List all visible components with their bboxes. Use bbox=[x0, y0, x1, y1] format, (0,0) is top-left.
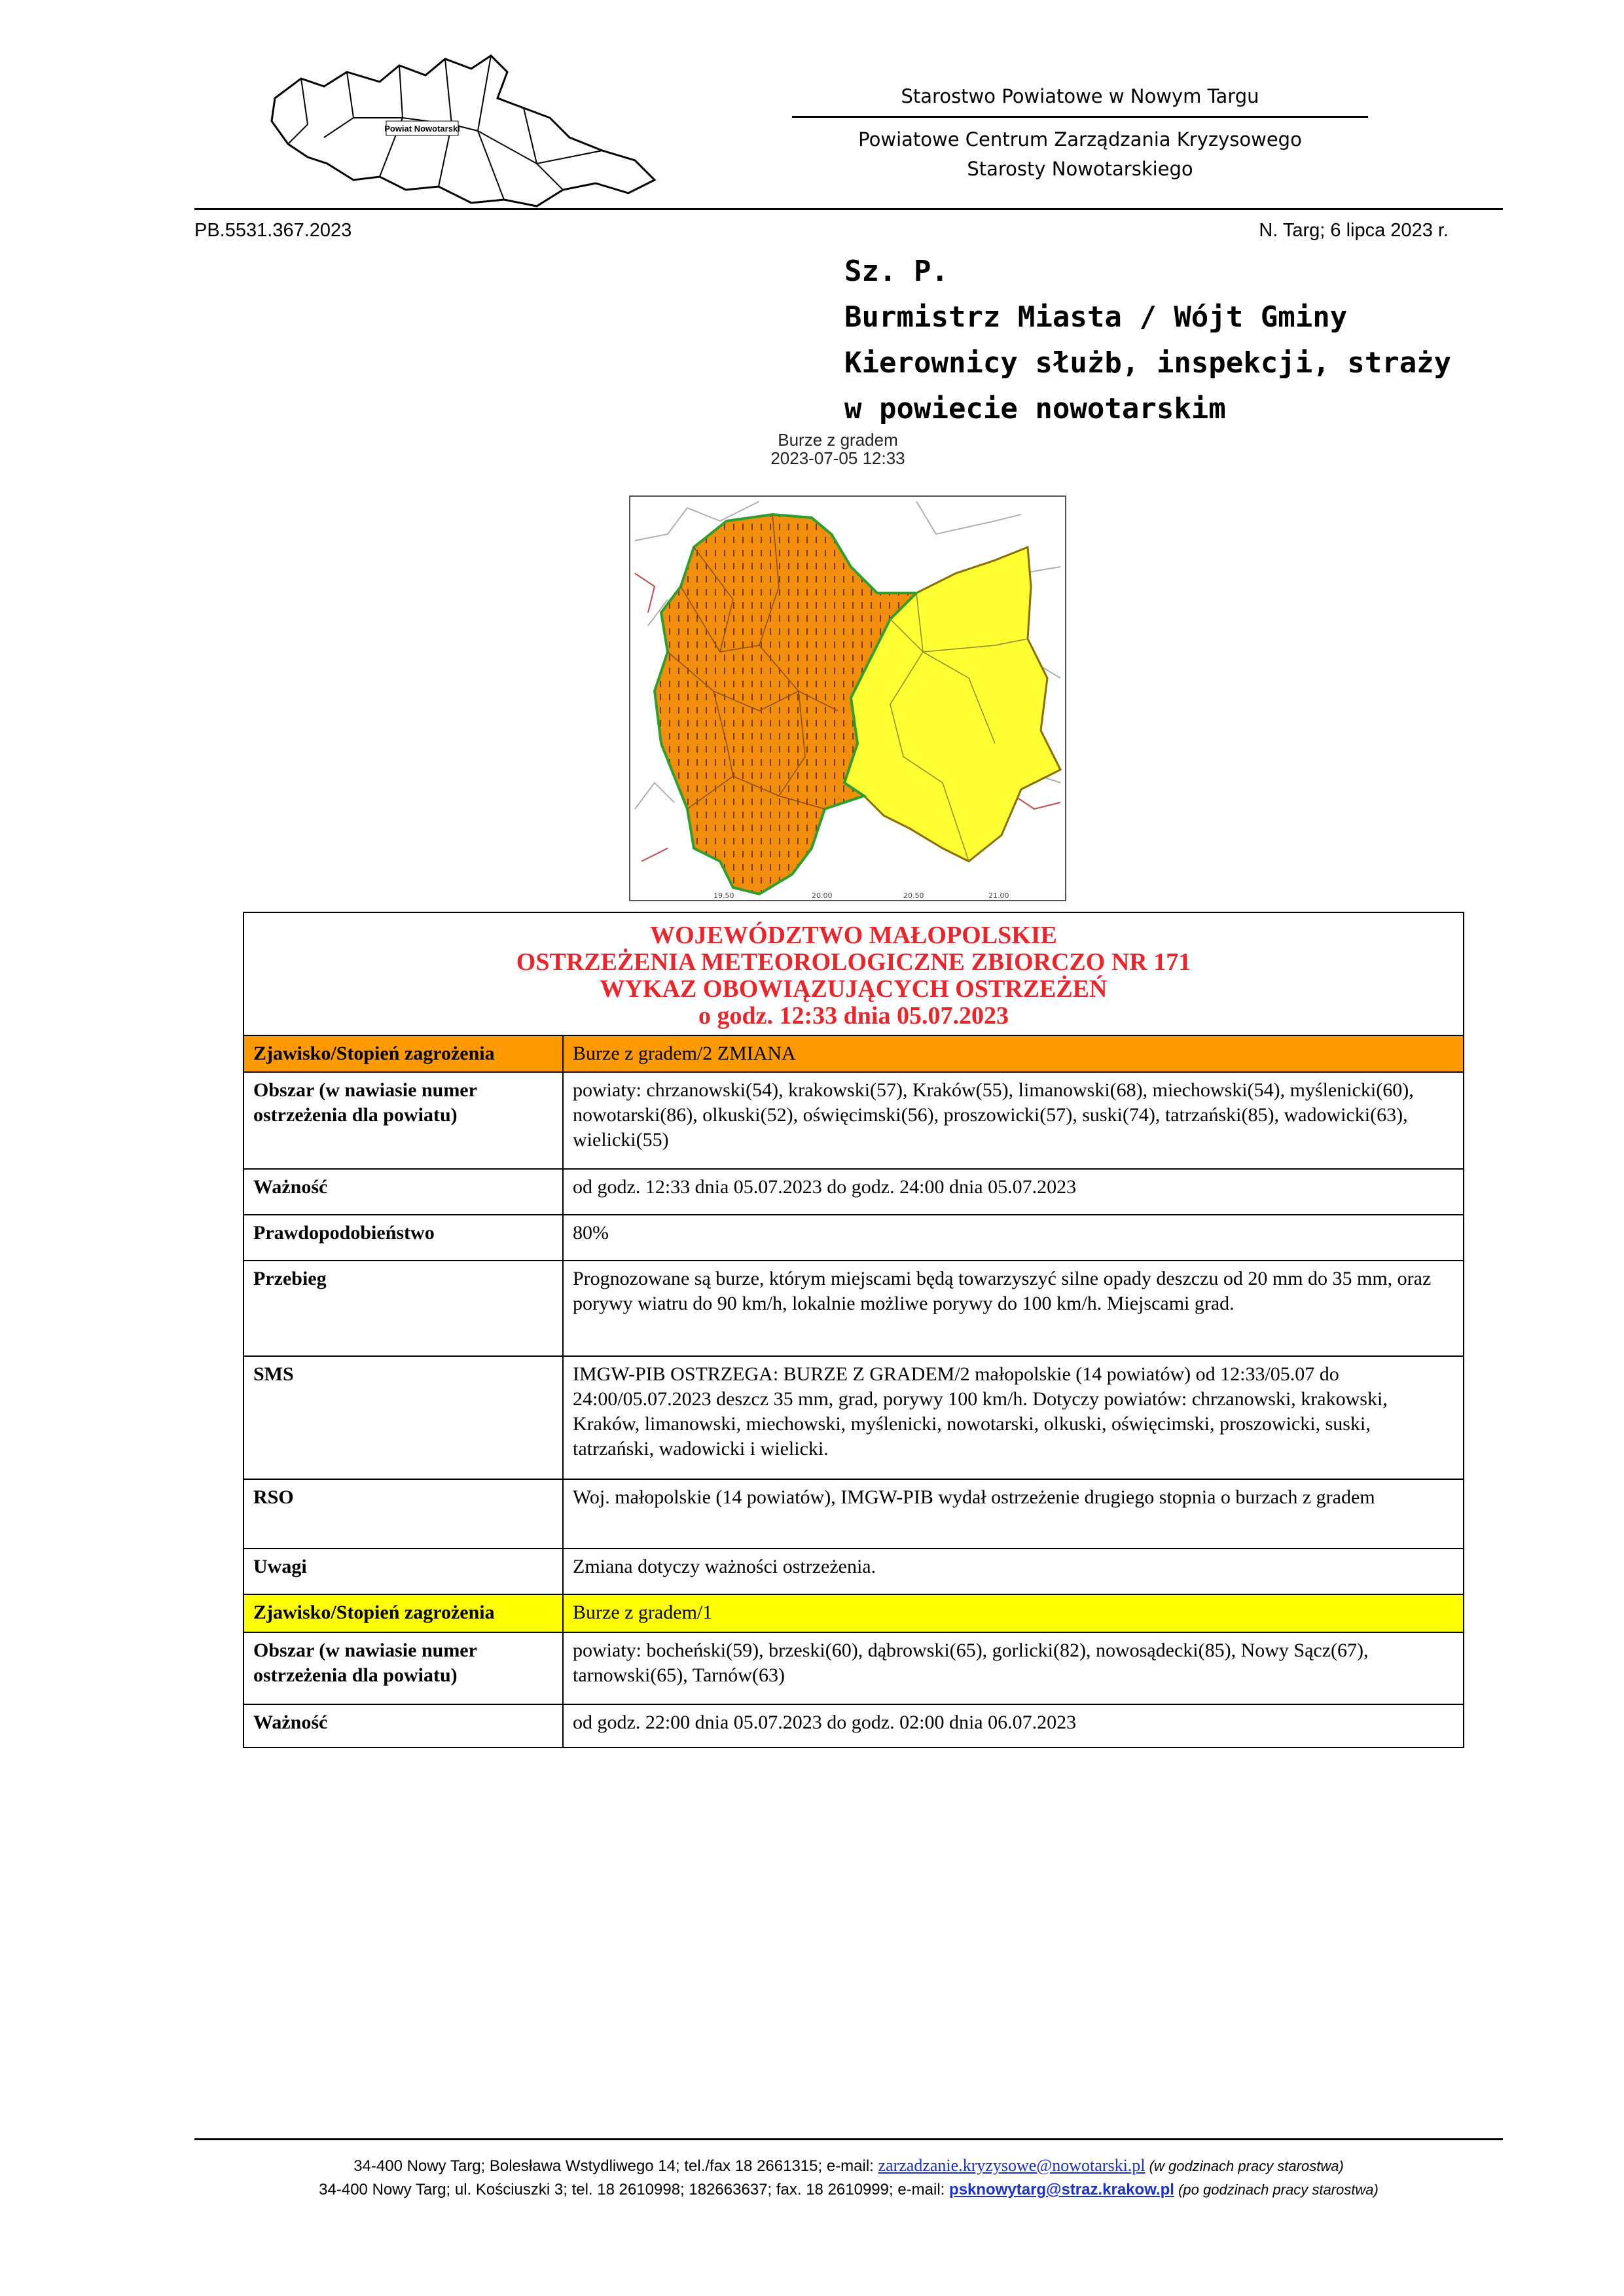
row-value: IMGW-PIB OSTRZEGA: BURZE Z GRADEM/2 małopolskie (14 powiatów) od 12:33/05.07 do 24:00/05.07.2023 deszcz 35 mm, grad, porywy 100 km/h. Dotyczy powiatów: chrzanowski, krakowski, Kraków, limanowski, miechowski, myślenicki, nowotarski, olkuski, oświęcimski, proszowicki, suski, tatrzański, wadowicki i wielicki. bbox=[563, 1356, 1463, 1479]
addressee-block bbox=[844, 249, 1451, 432]
warning-rows bbox=[244, 1035, 1463, 1747]
table-row bbox=[244, 1594, 1463, 1632]
row-label: Ważność bbox=[244, 1704, 563, 1747]
svg-text:20.00: 20.00 bbox=[812, 891, 833, 900]
row-label: SMS bbox=[244, 1356, 563, 1479]
addressee-line-4: w powiecie nowotarskim bbox=[844, 392, 1226, 425]
header-divider bbox=[194, 208, 1503, 210]
footer-note-1: (w godzinach pracy starostwa) bbox=[1145, 2158, 1344, 2174]
row-value: Woj. małopolskie (14 powiatów), IMGW-PIB wydał ostrzeżenie drugiego stopnia o burzach z gradem bbox=[563, 1479, 1463, 1549]
row-label: Przebieg bbox=[244, 1261, 563, 1356]
table-row bbox=[244, 1479, 1463, 1549]
table-row bbox=[244, 1169, 1463, 1215]
email-link-kryzysowe[interactable]: zarzadzanie.kryzysowe@nowotarski.pl bbox=[878, 2156, 1146, 2175]
row-value: od godz. 22:00 dnia 05.07.2023 do godz. 02:00 dnia 06.07.2023 bbox=[563, 1704, 1463, 1747]
row-label: Uwagi bbox=[244, 1549, 563, 1594]
footer bbox=[194, 2154, 1503, 2202]
row-value: od godz. 12:33 dnia 05.07.2023 do godz. 24:00 dnia 05.07.2023 bbox=[563, 1169, 1463, 1215]
addressee-line-1: Sz. P. bbox=[844, 255, 948, 288]
row-value: Zmiana dotyczy ważności ostrzeżenia. bbox=[563, 1549, 1463, 1594]
row-label: Zjawisko/Stopień zagrożenia bbox=[244, 1594, 563, 1632]
svg-text:20.50: 20.50 bbox=[903, 891, 924, 900]
warning-map-image bbox=[628, 495, 1067, 902]
row-label: Obszar (w nawiasie numer ostrzeżenia dla powiatu) bbox=[244, 1632, 563, 1704]
email-link-psk[interactable]: psknowytarg@straz.krakow.pl bbox=[949, 2181, 1174, 2198]
powiat-outline-map bbox=[262, 46, 668, 209]
row-label: Prawdopodobieństwo bbox=[244, 1215, 563, 1261]
row-value: Burze z gradem/1 bbox=[563, 1594, 1463, 1632]
institution-name: Starostwo Powiatowe w Nowym Targu bbox=[901, 85, 1259, 107]
footer-line-1 bbox=[194, 2154, 1503, 2178]
table-row bbox=[244, 1072, 1463, 1169]
header-rule bbox=[792, 116, 1368, 118]
table-row bbox=[244, 1632, 1463, 1704]
row-value: Burze z gradem/2 ZMIANA bbox=[563, 1035, 1463, 1072]
warning-title-line-2: OSTRZEŻENIA METEOROLOGICZNE ZBIORCZO NR 171 bbox=[516, 948, 1191, 976]
row-label: Obszar (w nawiasie numer ostrzeżenia dla powiatu) bbox=[244, 1072, 563, 1169]
row-value: 80% bbox=[563, 1215, 1463, 1261]
footer-line-2 bbox=[194, 2178, 1503, 2202]
warning-title bbox=[244, 913, 1463, 1035]
footer-note-2: (po godzinach pracy starostwa) bbox=[1174, 2181, 1379, 2198]
logo-label: Powiat Nowotarski bbox=[384, 124, 460, 134]
warning-title-line-3: WYKAZ OBOWIĄZUJĄCYCH OSTRZEŻEŃ bbox=[600, 975, 1108, 1003]
warning-title-line-4: o godz. 12:33 dnia 05.07.2023 bbox=[698, 1002, 1009, 1030]
footer-address-2: 34-400 Nowy Targ; ul. Kościuszki 3; tel. 18 2610998; 182663637; fax. 18 2610999; e-mail: bbox=[319, 2181, 950, 2198]
footer-address-1: 34-400 Nowy Targ; Bolesława Wstydliwego 14; tel./fax 18 2661315; e-mail: bbox=[353, 2157, 878, 2175]
svg-text:21.00: 21.00 bbox=[988, 891, 1009, 900]
warning-title-line-1: WOJEWÓDZTWO MAŁOPOLSKIE bbox=[650, 922, 1057, 949]
map-caption-title: Burze z gradem bbox=[778, 430, 898, 450]
table-row bbox=[244, 1261, 1463, 1356]
row-label: Ważność bbox=[244, 1169, 563, 1215]
table-row bbox=[244, 1356, 1463, 1479]
warning-map bbox=[628, 495, 1067, 902]
reference-number: PB.5531.367.2023 bbox=[194, 220, 352, 241]
warning-table bbox=[243, 912, 1464, 1748]
addressee-line-3: Kierownicy służb, inspekcji, straży bbox=[844, 346, 1452, 380]
table-row bbox=[244, 1035, 1463, 1072]
table-row bbox=[244, 1215, 1463, 1261]
department-line-1: Powiatowe Centrum Zarządzania Kryzysowego bbox=[858, 128, 1302, 151]
department-line-2: Starosty Nowotarskiego bbox=[967, 158, 1193, 180]
powiat-logo bbox=[262, 46, 668, 209]
table-row bbox=[244, 1549, 1463, 1594]
footer-divider bbox=[194, 2138, 1503, 2140]
addressee-line-2: Burmistrz Miasta / Wójt Gminy bbox=[844, 300, 1348, 334]
document-date: N. Targ; 6 lipca 2023 r. bbox=[1259, 220, 1449, 241]
table-row bbox=[244, 1704, 1463, 1747]
row-value: powiaty: chrzanowski(54), krakowski(57), Kraków(55), limanowski(68), miechowski(54), myślenicki(60), nowotarski(86), olkuski(52), oświęcimski(56), proszowicki(57), suski(74), tatrzański(85), wadowicki(63), wielicki(55) bbox=[563, 1072, 1463, 1169]
map-caption bbox=[727, 431, 949, 467]
svg-text:19.50: 19.50 bbox=[713, 891, 734, 900]
row-value: powiaty: bocheński(59), brzeski(60), dąbrowski(65), gorlicki(82), nowosądecki(85), Nowy Sącz(67), tarnowski(65), Tarnów(63) bbox=[563, 1632, 1463, 1704]
row-label: RSO bbox=[244, 1479, 563, 1549]
row-value: Prognozowane są burze, którym miejscami będą towarzyszyć silne opady deszczu od 20 mm do 35 mm, oraz porywy wiatru do 90 km/h, lokalnie możliwe porywy do 100 km/h. Miejscami grad. bbox=[563, 1261, 1463, 1356]
map-caption-timestamp: 2023-07-05 12:33 bbox=[770, 448, 905, 468]
row-label: Zjawisko/Stopień zagrożenia bbox=[244, 1035, 563, 1072]
